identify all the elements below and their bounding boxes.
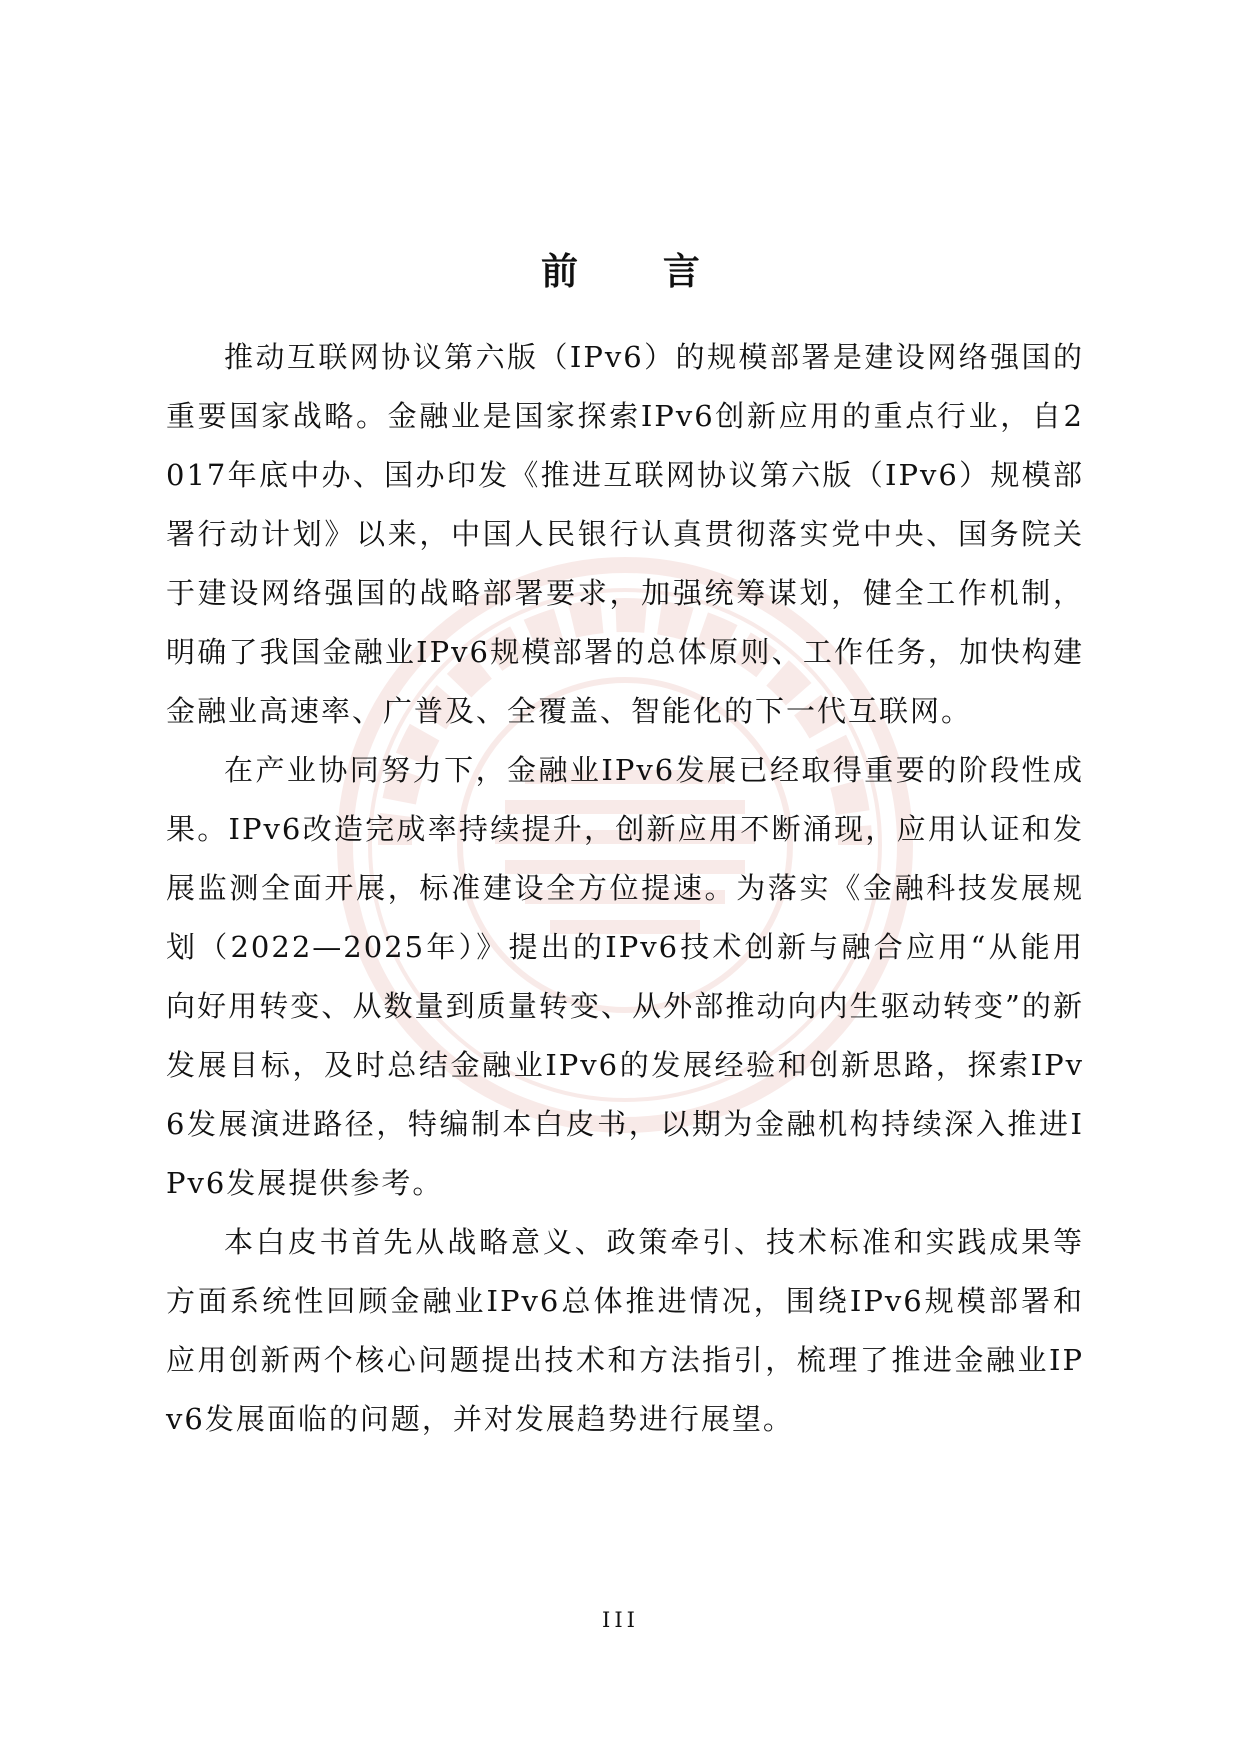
paragraph-2: 在产业协同努力下，金融业IPv6发展已经取得重要的阶段性成果。IPv6改造完成率持续提升，创新应用不断涌现，应用认证和发展监测全面开展，标准建设全方位提速。为落实《金融科技发展规划（2022—2025年）》提出的IPv6技术创新与融合应用“从能用向好用转变、从数量到质量转变、从外部推动向内生驱动转变”的新发展目标，及时总结金融业IPv6的发展经验和创新思路，探索IPv6发展演进路径，特编制本白皮书，以期为金融机构持续深入推进IPv6发展提供参考。 bbox=[166, 753, 1084, 1200]
body-text bbox=[166, 328, 1084, 1449]
paragraph-1: 推动互联网协议第六版（IPv6）的规模部署是建设网络强国的重要国家战略。金融业是国家探索IPv6创新应用的重点行业，自2017年底中办、国办印发《推进互联网协议第六版（IPv6）规模部署行动计划》以来，中国人民银行认真贯彻落实党中央、国务院关于建设网络强国的战略部署要求，加强统筹谋划，健全工作机制，明确了我国金融业IPv6规模部署的总体原则、工作任务，加快构建金融业高速率、广普及、全覆盖、智能化的下一代互联网。 bbox=[166, 340, 1084, 728]
page-number: III bbox=[602, 1608, 639, 1632]
paragraph-3: 本白皮书首先从战略意义、政策牵引、技术标准和实践成果等方面系统性回顾金融业IPv6总体推进情况，围绕IPv6规模部署和应用创新两个核心问题提出技术和方法指引，梳理了推进金融业IPv6发展面临的问题，并对发展趋势进行展望。 bbox=[166, 1225, 1084, 1436]
page-title: 前 言 bbox=[541, 249, 736, 293]
